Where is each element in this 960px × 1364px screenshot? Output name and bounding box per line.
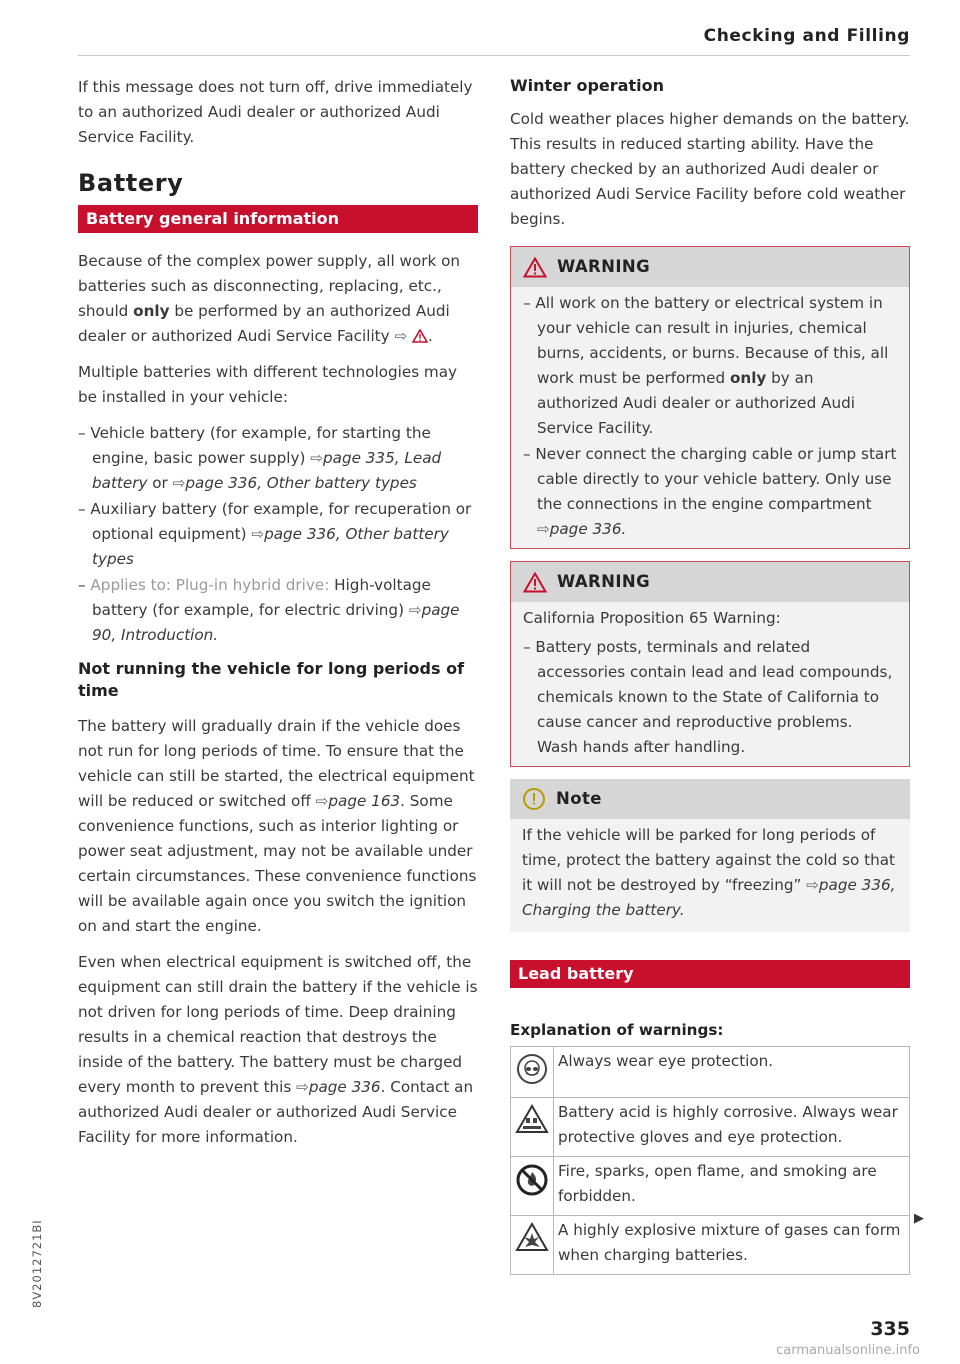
page-number: 335 bbox=[870, 1318, 910, 1340]
running-head: Checking and Filling bbox=[703, 26, 910, 46]
table-row bbox=[511, 1047, 910, 1098]
table-row bbox=[511, 1216, 910, 1275]
page-link[interactable]: ⇨page 336. bbox=[537, 520, 627, 538]
page-link[interactable]: ⇨page 163 bbox=[315, 792, 401, 810]
page-link[interactable]: ⇨page 336, Charging the battery. bbox=[522, 876, 896, 919]
long-periods-paragraph-1: The battery will gradually drain if the vehicle does not run for long periods of time. To ensure that the vehicle can still be started, the electrical equipment will be reduced or switched off ⇨page 163. Some convenience functions, such as interior lighting or power seat adjustment, may not be available under certain circumstances. These convenience functions will be available again once you switch the ignition on and start the engine. bbox=[78, 717, 477, 935]
winter-title: Winter operation bbox=[510, 76, 664, 95]
subsection-bar: Battery general information bbox=[78, 205, 478, 233]
table-row bbox=[511, 1157, 910, 1216]
note-body: If the vehicle will be parked for long periods of time, protect the battery against the cold so that it will not be destroyed by “freezing” ⇨page 336, Charging the battery. bbox=[522, 826, 896, 919]
no-fire-icon bbox=[515, 1163, 549, 1197]
table-cell: Always wear eye protection. bbox=[554, 1047, 910, 1098]
list-item: – Applies to: Plug-in hybrid drive: High-voltage battery (for example, for electric driving) ⇨page 90, Introduction. bbox=[78, 576, 460, 644]
list-item: – Auxiliary battery (for example, for recuperation or optional equipment) ⇨page 336, Other battery types bbox=[78, 500, 472, 568]
warning-box bbox=[510, 246, 910, 549]
list-item: – Battery posts, terminals and related accessories contain lead and lead compounds, chemicals known to the State of California to cause cancer and reproductive problems. Wash hands after handling. bbox=[523, 638, 893, 756]
section-title: Battery bbox=[78, 169, 184, 197]
warning-header: WARNING bbox=[511, 247, 909, 287]
header-rule bbox=[78, 55, 910, 56]
page-link[interactable]: ⇨page 90, Introduction. bbox=[92, 601, 460, 644]
page-link[interactable]: ⇨page 336 bbox=[296, 1078, 381, 1096]
eye-protection-icon bbox=[516, 1053, 548, 1085]
explosive-gas-icon bbox=[515, 1222, 549, 1252]
winter-paragraph: Cold weather places higher demands on the battery. This results in reduced starting ability. Have the battery checked by an authorized Audi dealer or authorized Audi Service Facility before cold weather begins. bbox=[510, 110, 910, 228]
page-link[interactable]: ⇨page 336, Other battery types bbox=[172, 474, 417, 492]
watermark: carmanualsonline.info bbox=[776, 1343, 920, 1358]
warning-body bbox=[511, 287, 909, 548]
note-circle-icon bbox=[522, 787, 546, 811]
warning-header: WARNING bbox=[511, 562, 909, 602]
warning-box bbox=[510, 561, 910, 767]
right-column bbox=[510, 75, 910, 1275]
left-column bbox=[78, 75, 478, 1161]
note-header: Note bbox=[510, 779, 910, 819]
page-link[interactable]: ⇨page 336, Other battery types bbox=[92, 525, 449, 568]
note-box bbox=[510, 779, 910, 932]
intro-paragraph: If this message does not turn off, drive immediately to an authorized Audi dealer or authorized Audi Service Facility. bbox=[78, 78, 473, 146]
batteries-paragraph: Multiple batteries with different technologies may be installed in your vehicle: bbox=[78, 363, 458, 406]
warning-triangle-icon bbox=[523, 257, 547, 278]
table-row bbox=[511, 1098, 910, 1157]
list-item: – All work on the battery or electrical system in your vehicle can result in injuries, chemical burns, accidents, or burns. Because of this, all work must be performed only by an authorized Audi dealer or authorized Audi Service Facility. bbox=[523, 294, 889, 437]
table-cell: A highly explosive mixture of gases can form when charging batteries. bbox=[554, 1216, 910, 1275]
table-cell: Battery acid is highly corrosive. Always wear protective gloves and eye protection. bbox=[554, 1098, 910, 1157]
general-paragraph: Because of the complex power supply, all work on batteries such as disconnecting, replacing, etc., should only be performed by an authorized Audi dealer or authorized Audi Service Facility ⇨ . bbox=[78, 252, 461, 345]
list-item: – Never connect the charging cable or jump start cable directly to your vehicle battery. Only use the connections in the engine compartment ⇨page 336. bbox=[523, 445, 897, 538]
warning-triangle-icon bbox=[523, 572, 547, 593]
document-code: 8V2012721BI bbox=[30, 1219, 44, 1308]
warning-triangle-icon bbox=[412, 329, 428, 343]
warnings-table bbox=[510, 1046, 910, 1275]
explanation-title: Explanation of warnings: bbox=[510, 1021, 724, 1039]
page-link[interactable]: ⇨page 335, Lead battery bbox=[92, 449, 442, 492]
battery-types-list bbox=[78, 421, 478, 648]
reference-arrow-icon: ⇨ bbox=[394, 327, 408, 345]
applies-to-label: Applies to: Plug-in hybrid drive: bbox=[90, 576, 335, 594]
long-periods-paragraph-2: Even when electrical equipment is switched off, the equipment can still drain the battery if the vehicle is not driven for long periods of time. Deep draining results in a chemical reaction that destroys the inside of the battery. The battery must be charged every month to prevent this ⇨page 336. Contact an authorized Audi dealer or authorized Audi Service Facility for more information. bbox=[78, 953, 478, 1146]
continue-arrow-icon: ▶ bbox=[914, 1211, 924, 1226]
long-periods-title: Not running the vehicle for long periods of time bbox=[78, 659, 465, 700]
corrosive-warning-icon bbox=[515, 1104, 549, 1134]
lead-battery-bar: Lead battery bbox=[510, 960, 910, 988]
warning-body: California Proposition 65 Warning: – Battery posts, terminals and related accessories contain lead and lead compounds, chemicals known to the State of California to cause cancer and reproductive problems. Wash hands after handling. bbox=[511, 602, 909, 766]
table-cell: Fire, sparks, open flame, and smoking are forbidden. bbox=[554, 1157, 910, 1216]
list-item: – Vehicle battery (for example, for starting the engine, basic power supply) ⇨page 335, Lead battery or ⇨page 336, Other battery types bbox=[78, 424, 442, 492]
